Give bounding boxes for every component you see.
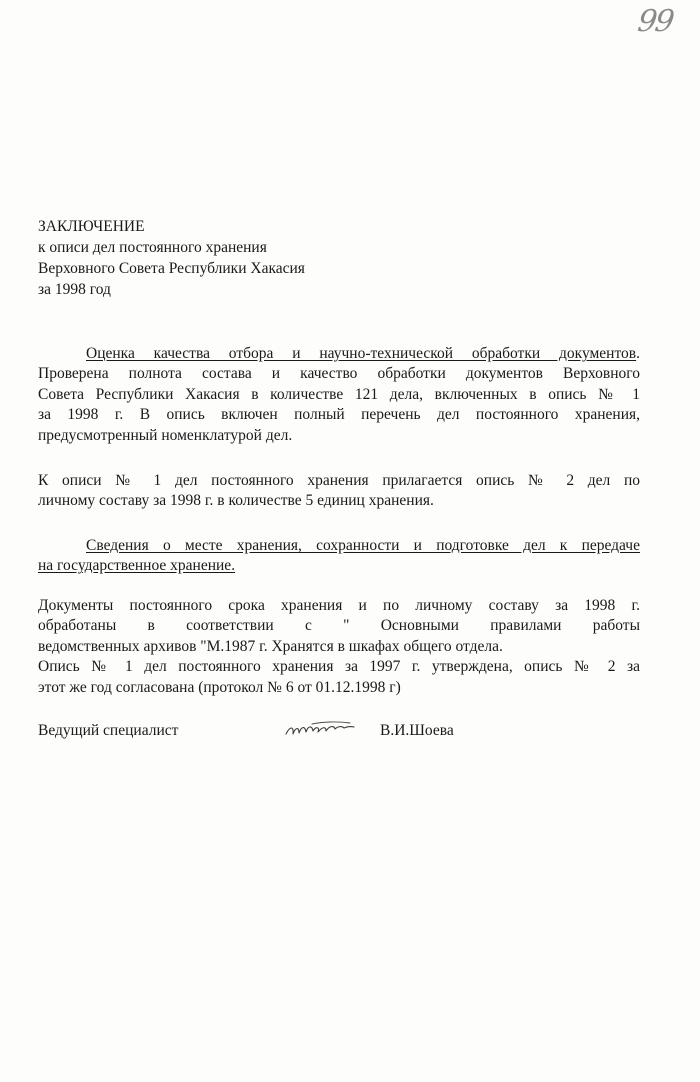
section-quality-title-end: . xyxy=(636,345,640,362)
section-storage-info xyxy=(38,536,640,577)
attachment-line: личному составу за 1998 г. в количестве 5 единиц хранения. xyxy=(38,492,434,510)
signer-name: В.И.Шоева xyxy=(380,722,454,739)
documents-line: ведомственных архивов "М.1987 г. Хранятся в шкафах общего отдела. xyxy=(38,637,503,655)
section-storage-title-line: Сведения о месте хранения, сохранности и подготовке дел к передаче xyxy=(86,537,640,554)
section-quality-body-line: Совета Республики Хакасия в количестве 121 дела, включенных в опись № 1 xyxy=(38,385,640,403)
section-quality-body-line: за 1998 г. В опись включен полный перечень дел постоянного хранения, xyxy=(38,406,640,424)
heading-line-subject: к описи дел постоянного хранения xyxy=(38,239,267,256)
documents-line: обработаны в соответствии с " Основными правилами работы xyxy=(38,617,640,635)
documents-line: Опись № 1 дел постоянного хранения за 1997 г. утверждена, опись № 2 за xyxy=(38,658,640,676)
section-quality-title: Оценка качества отбора и научно-технической обработки документов xyxy=(86,345,637,362)
documents-line: этот же год согласована (протокол № 6 от 01.12.1998 г) xyxy=(38,678,401,696)
section-storage-title-line: на государственное хранение. xyxy=(38,557,236,575)
section-quality-assessment xyxy=(38,344,640,446)
documents-line: Документы постоянного срока хранения и по личному составу за 1998 г. xyxy=(38,597,640,614)
handwritten-signature xyxy=(282,716,358,742)
attachment-line: К описи № 1 дел постоянного хранения прилагается опись № 2 дел по xyxy=(38,472,640,489)
attachment-paragraph xyxy=(38,471,640,512)
heading-line-organization: Верховного Совета Республики Хакасия xyxy=(38,260,305,277)
document-title: ЗАКЛЮЧЕНИЕ xyxy=(38,218,145,235)
heading-line-year: за 1998 год xyxy=(38,281,111,298)
signer-role: Ведущий специалист xyxy=(38,722,179,739)
document-heading xyxy=(38,216,598,300)
documents-paragraph xyxy=(38,596,640,698)
section-quality-body-line: Проверена полнота состава и качество обработки документов Верховного xyxy=(38,365,640,383)
section-quality-body-line: предусмотренный номенклатурой дел. xyxy=(38,426,293,444)
page-number: 99 xyxy=(635,4,675,39)
signature-row xyxy=(38,722,640,744)
section-quality-title-line xyxy=(38,344,640,364)
